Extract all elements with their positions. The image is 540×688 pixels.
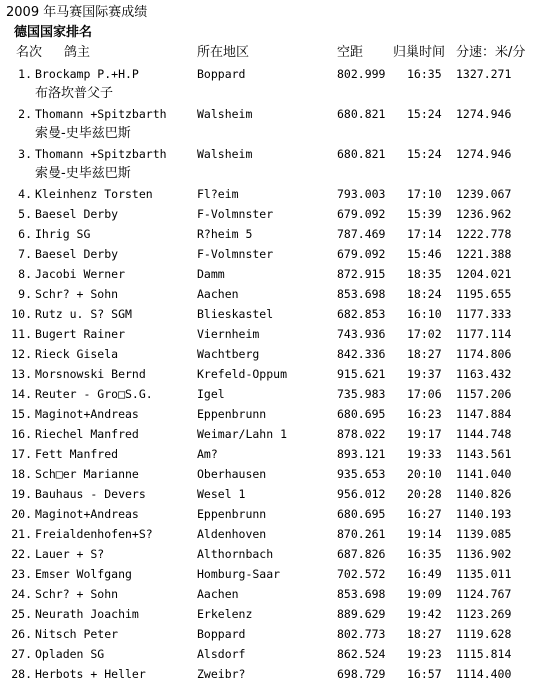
arrival-cell: 19:09 xyxy=(407,587,442,601)
table-row xyxy=(0,484,540,504)
location-cell: Boppard xyxy=(197,67,246,81)
rank-cell: 26. xyxy=(11,627,32,641)
rank-cell: 25. xyxy=(11,607,32,621)
distance-cell: 853.698 xyxy=(337,287,386,301)
table-row xyxy=(0,504,540,524)
speed-cell: 1204.021 xyxy=(456,267,512,281)
location-cell: Aachen xyxy=(197,587,239,601)
header-arrival: 归巢时间 xyxy=(393,45,446,60)
distance-cell: 853.698 xyxy=(337,587,386,601)
page-title: 2009 年马赛国际赛成绩 xyxy=(6,5,148,20)
rank-cell: 11. xyxy=(11,327,32,341)
distance-cell: 793.003 xyxy=(337,187,386,201)
owner-cell: Reuter - Gro□S.G. xyxy=(35,387,153,401)
speed-cell: 1147.884 xyxy=(456,407,512,421)
rank-cell: 22. xyxy=(11,547,32,561)
rank-cell: 23. xyxy=(11,567,32,581)
owner-cell: Rutz u. S? SGM xyxy=(35,307,132,321)
header-speed: 分速：米/分 xyxy=(456,45,526,60)
table-row xyxy=(0,264,540,284)
owner-cell: Fett Manfred xyxy=(35,447,119,461)
location-cell: Walsheim xyxy=(197,107,253,121)
arrival-cell: 17:02 xyxy=(407,327,442,341)
owner-cell: Baesel Derby xyxy=(35,207,119,221)
table-row xyxy=(0,144,540,184)
location-cell: Igel xyxy=(197,387,225,401)
owner-cell: Sch□er Marianne xyxy=(35,467,139,481)
arrival-cell: 18:35 xyxy=(407,267,442,281)
location-cell: Wesel 1 xyxy=(197,487,246,501)
arrival-cell: 16:35 xyxy=(407,67,442,81)
rank-cell: 4. xyxy=(18,187,32,201)
arrival-cell: 18:24 xyxy=(407,287,442,301)
distance-cell: 680.695 xyxy=(337,507,386,521)
table-row xyxy=(0,64,540,104)
results-table xyxy=(0,64,540,684)
speed-cell: 1222.778 xyxy=(456,227,512,241)
arrival-cell: 19:14 xyxy=(407,527,442,541)
rank-cell: 2. xyxy=(18,107,32,121)
owner-cell: Riechel Manfred xyxy=(35,427,139,441)
owner-cell: Lauer + S? xyxy=(35,547,105,561)
distance-cell: 743.936 xyxy=(337,327,386,341)
arrival-cell: 16:49 xyxy=(407,567,442,581)
distance-cell: 956.012 xyxy=(337,487,386,501)
table-row xyxy=(0,224,540,244)
table-row xyxy=(0,444,540,464)
distance-cell: 698.729 xyxy=(337,667,386,681)
location-cell: Krefeld-Oppum xyxy=(197,367,288,381)
arrival-cell: 20:28 xyxy=(407,487,442,501)
owner-cell: Opladen SG xyxy=(35,647,105,661)
arrival-cell: 18:27 xyxy=(407,627,442,641)
owner-cell: Emser Wolfgang xyxy=(35,567,132,581)
table-row xyxy=(0,644,540,664)
table-row xyxy=(0,244,540,264)
rank-cell: 20. xyxy=(11,507,32,521)
location-cell: Eppenbrunn xyxy=(197,507,267,521)
owner-cell: Kleinhenz Torsten xyxy=(35,187,153,201)
distance-cell: 679.092 xyxy=(337,247,386,261)
owner-cell: Freialdenhofen+S? xyxy=(35,527,153,541)
owner-cell: Maginot+Andreas xyxy=(35,407,139,421)
speed-cell: 1119.628 xyxy=(456,627,512,641)
speed-cell: 1236.962 xyxy=(456,207,512,221)
arrival-cell: 15:24 xyxy=(407,147,442,161)
distance-cell: 682.853 xyxy=(337,307,386,321)
location-cell: Boppard xyxy=(197,627,246,641)
speed-cell: 1135.011 xyxy=(456,567,512,581)
rank-cell: 9. xyxy=(18,287,32,301)
speed-cell: 1274.946 xyxy=(456,107,512,121)
arrival-cell: 17:10 xyxy=(407,187,442,201)
table-row xyxy=(0,624,540,644)
distance-cell: 889.629 xyxy=(337,607,386,621)
location-cell: Oberhausen xyxy=(197,467,267,481)
location-cell: Fl?eim xyxy=(197,187,239,201)
speed-cell: 1177.114 xyxy=(456,327,512,341)
distance-cell: 878.022 xyxy=(337,427,386,441)
owner-cell: Thomann +Spitzbarth xyxy=(35,107,167,121)
table-row xyxy=(0,104,540,144)
speed-cell: 1157.206 xyxy=(456,387,512,401)
location-cell: Wachtberg xyxy=(197,347,260,361)
speed-cell: 1144.748 xyxy=(456,427,512,441)
table-row xyxy=(0,464,540,484)
speed-cell: 1274.946 xyxy=(456,147,512,161)
arrival-cell: 18:27 xyxy=(407,347,442,361)
location-cell: Zweibr? xyxy=(197,667,246,681)
speed-cell: 1140.826 xyxy=(456,487,512,501)
rank-cell: 10. xyxy=(11,307,32,321)
owner-cell: Thomann +Spitzbarth xyxy=(35,147,167,161)
rank-cell: 24. xyxy=(11,587,32,601)
location-cell: F-Volmnster xyxy=(197,247,274,261)
rank-cell: 1. xyxy=(18,67,32,81)
location-cell: Althornbach xyxy=(197,547,274,561)
arrival-cell: 19:37 xyxy=(407,367,442,381)
rank-cell: 13. xyxy=(11,367,32,381)
rank-cell: 7. xyxy=(18,247,32,261)
table-row xyxy=(0,544,540,564)
arrival-cell: 20:10 xyxy=(407,467,442,481)
arrival-cell: 19:23 xyxy=(407,647,442,661)
location-cell: Am? xyxy=(197,447,218,461)
location-cell: Aldenhoven xyxy=(197,527,267,541)
speed-cell: 1143.561 xyxy=(456,447,512,461)
distance-cell: 915.621 xyxy=(337,367,386,381)
distance-cell: 680.821 xyxy=(337,107,386,121)
distance-cell: 702.572 xyxy=(337,567,386,581)
arrival-cell: 19:17 xyxy=(407,427,442,441)
distance-cell: 802.999 xyxy=(337,67,386,81)
owner-cell: Neurath Joachim xyxy=(35,607,139,621)
table-row xyxy=(0,284,540,304)
rank-cell: 12. xyxy=(11,347,32,361)
table-row xyxy=(0,584,540,604)
rank-cell: 8. xyxy=(18,267,32,281)
speed-cell: 1115.814 xyxy=(456,647,512,661)
speed-cell: 1123.269 xyxy=(456,607,512,621)
rank-cell: 15. xyxy=(11,407,32,421)
arrival-cell: 16:23 xyxy=(407,407,442,421)
arrival-cell: 16:57 xyxy=(407,667,442,681)
owner-cell: Morsnowski Bernd xyxy=(35,367,146,381)
distance-cell: 870.261 xyxy=(337,527,386,541)
table-row xyxy=(0,664,540,684)
rank-cell: 5. xyxy=(18,207,32,221)
owner-cell: Schr? + Sohn xyxy=(35,587,119,601)
owner-chinese-name: 索曼-史毕兹巴斯 xyxy=(35,126,131,141)
arrival-cell: 17:14 xyxy=(407,227,442,241)
distance-cell: 680.821 xyxy=(337,147,386,161)
distance-cell: 735.983 xyxy=(337,387,386,401)
speed-cell: 1195.655 xyxy=(456,287,512,301)
arrival-cell: 17:06 xyxy=(407,387,442,401)
owner-chinese-name: 索曼-史毕兹巴斯 xyxy=(35,166,131,181)
table-row xyxy=(0,344,540,364)
arrival-cell: 19:33 xyxy=(407,447,442,461)
speed-cell: 1177.333 xyxy=(456,307,512,321)
arrival-cell: 16:27 xyxy=(407,507,442,521)
location-cell: Aachen xyxy=(197,287,239,301)
distance-cell: 842.336 xyxy=(337,347,386,361)
distance-cell: 893.121 xyxy=(337,447,386,461)
distance-cell: 687.826 xyxy=(337,547,386,561)
rank-cell: 18. xyxy=(11,467,32,481)
rank-cell: 16. xyxy=(11,427,32,441)
location-cell: Eppenbrunn xyxy=(197,407,267,421)
location-cell: Homburg-Saar xyxy=(197,567,281,581)
header-distance: 空距 xyxy=(337,45,364,60)
header-rank: 名次 xyxy=(16,45,43,60)
page-subtitle: 德国国家排名 xyxy=(14,25,93,40)
table-row xyxy=(0,184,540,204)
owner-cell: Schr? + Sohn xyxy=(35,287,119,301)
distance-cell: 679.092 xyxy=(337,207,386,221)
owner-cell: Brockamp P.+H.P xyxy=(35,67,139,81)
location-cell: F-Volmnster xyxy=(197,207,274,221)
distance-cell: 862.524 xyxy=(337,647,386,661)
speed-cell: 1141.040 xyxy=(456,467,512,481)
owner-cell: Ihrig SG xyxy=(35,227,91,241)
owner-cell: Herbots + Heller xyxy=(35,667,146,681)
speed-cell: 1124.767 xyxy=(456,587,512,601)
table-row xyxy=(0,604,540,624)
speed-cell: 1140.193 xyxy=(456,507,512,521)
arrival-cell: 16:35 xyxy=(407,547,442,561)
speed-cell: 1239.067 xyxy=(456,187,512,201)
table-row xyxy=(0,364,540,384)
rank-cell: 17. xyxy=(11,447,32,461)
table-row xyxy=(0,404,540,424)
arrival-cell: 15:24 xyxy=(407,107,442,121)
rank-cell: 3. xyxy=(18,147,32,161)
rank-cell: 21. xyxy=(11,527,32,541)
arrival-cell: 19:42 xyxy=(407,607,442,621)
table-row xyxy=(0,384,540,404)
distance-cell: 935.653 xyxy=(337,467,386,481)
speed-cell: 1139.085 xyxy=(456,527,512,541)
speed-cell: 1221.388 xyxy=(456,247,512,261)
location-cell: R?heim 5 xyxy=(197,227,253,241)
location-cell: Damm xyxy=(197,267,225,281)
distance-cell: 787.469 xyxy=(337,227,386,241)
distance-cell: 872.915 xyxy=(337,267,386,281)
speed-cell: 1114.400 xyxy=(456,667,512,681)
rank-cell: 6. xyxy=(18,227,32,241)
speed-cell: 1327.271 xyxy=(456,67,512,81)
header-owner: 鸽主 xyxy=(64,45,91,60)
location-cell: Weimar/Lahn 1 xyxy=(197,427,288,441)
location-cell: Alsdorf xyxy=(197,647,246,661)
owner-cell: Rieck Gisela xyxy=(35,347,119,361)
rank-cell: 14. xyxy=(11,387,32,401)
table-row xyxy=(0,304,540,324)
location-cell: Walsheim xyxy=(197,147,253,161)
location-cell: Viernheim xyxy=(197,327,260,341)
owner-cell: Bauhaus - Devers xyxy=(35,487,146,501)
arrival-cell: 15:39 xyxy=(407,207,442,221)
location-cell: Blieskastel xyxy=(197,307,274,321)
arrival-cell: 15:46 xyxy=(407,247,442,261)
owner-cell: Jacobi Werner xyxy=(35,267,126,281)
owner-cell: Bugert Rainer xyxy=(35,327,126,341)
table-row xyxy=(0,324,540,344)
header-location: 所在地区 xyxy=(197,45,250,60)
location-cell: Erkelenz xyxy=(197,607,253,621)
rank-cell: 28. xyxy=(11,667,32,681)
speed-cell: 1174.806 xyxy=(456,347,512,361)
owner-cell: Nitsch Peter xyxy=(35,627,119,641)
owner-cell: Baesel Derby xyxy=(35,247,119,261)
distance-cell: 802.773 xyxy=(337,627,386,641)
speed-cell: 1136.902 xyxy=(456,547,512,561)
table-row xyxy=(0,204,540,224)
owner-chinese-name: 布洛坎普父子 xyxy=(35,86,114,101)
arrival-cell: 16:10 xyxy=(407,307,442,321)
rank-cell: 27. xyxy=(11,647,32,661)
table-row xyxy=(0,564,540,584)
owner-cell: Maginot+Andreas xyxy=(35,507,139,521)
table-row xyxy=(0,524,540,544)
table-row xyxy=(0,424,540,444)
speed-cell: 1163.432 xyxy=(456,367,512,381)
distance-cell: 680.695 xyxy=(337,407,386,421)
rank-cell: 19. xyxy=(11,487,32,501)
